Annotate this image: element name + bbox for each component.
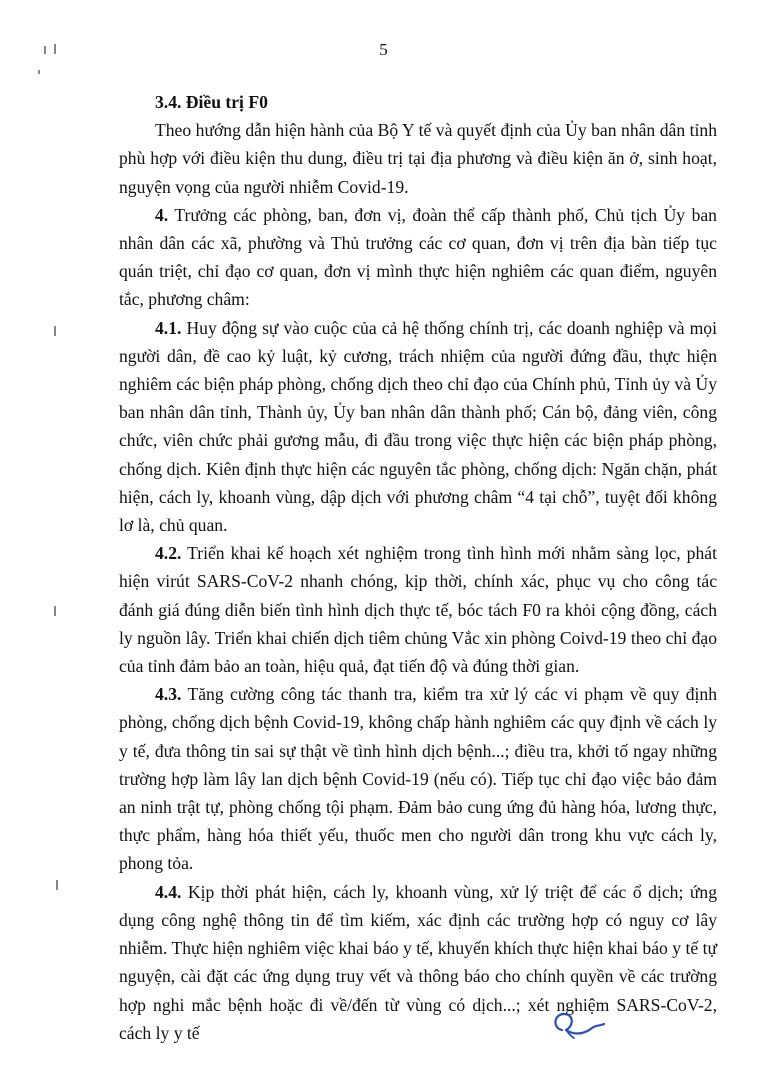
scan-mark — [54, 606, 56, 616]
paragraph-4-1 — [119, 314, 717, 540]
paragraph-text: Kịp thời phát hiện, cách ly, khoanh vùng, xử lý triệt để các ổ dịch; ứng dụng công nghệ thông tin để tìm kiếm, xác định các trường hợp có nguy cơ lây nhiễm. Thực hiện nghiêm việc khai báo y tế, khuyến khích thực hiện khai báo y tế tự nguyện, cài đặt các ứng dụng truy vết và thông báo cho chính quyền về các trường hợp nghi mắc bệnh hoặc đi về/đến từ vùng có dịch...; xét nghiệm SARS-CoV-2, cách ly y tế — [119, 881, 717, 1043]
paragraph-number: 4.4. — [155, 881, 182, 902]
paragraph-4 — [119, 201, 717, 314]
paragraph-text: Triển khai kế hoạch xét nghiệm trong tình hình mới nhằm sàng lọc, phát hiện virút SARS-CoV-2 nhanh chóng, kịp thời, chính xác, phục vụ cho công tác đánh giá đúng diễn biến tình hình dịch thực tế, bóc tách F0 ra khỏi cộng đồng, cách ly nguồn lây. Triển khai chiến dịch tiêm chủng Vắc xin phòng Coivd-19 theo chỉ đạo của tỉnh đảm bảo an toàn, hiệu quả, đạt tiến độ và đúng thời gian. — [119, 543, 717, 677]
paragraph-text: Trưởng các phòng, ban, đơn vị, đoàn thể cấp thành phố, Chủ tịch Ủy ban nhân dân các xã, phường và Thủ trưởng các cơ quan, đơn vị trên địa bàn tiếp tục quán triệt, chỉ đạo cơ quan, đơn vị mình thực hiện nghiêm các quan điểm, nguyên tắc, phương châm: — [119, 204, 717, 310]
scan-mark — [44, 46, 46, 54]
paragraph-text: Huy động sự vào cuộc của cả hệ thống chính trị, các doanh nghiệp và mọi người dân, đề cao kỷ luật, kỷ cương, trách nhiệm của người đứng đầu, thực hiện nghiêm các biện pháp phòng, chống dịch theo chỉ đạo của Chính phủ, Tỉnh ủy và Ủy ban nhân dân tỉnh, Thành ủy, Ủy ban nhân dân thành phố; Cán bộ, đảng viên, công chức, viên chức phải gương mẫu, đi đầu trong việc thực hiện các biện pháp phòng, chống dịch. Kiên định thực hiện các nguyên tắc phòng, chống dịch: Ngăn chặn, phát hiện, cách ly, khoanh vùng, dập dịch với phương châm “4 tại chỗ”, tuyệt đối không lơ là, chủ quan. — [119, 317, 717, 536]
section-heading: 3.4. Điều trị F0 — [155, 92, 268, 112]
scan-mark — [54, 44, 56, 54]
paragraph-4-3 — [119, 680, 717, 877]
paragraph-intro — [119, 116, 717, 201]
paragraph-number: 4.2. — [155, 543, 182, 564]
paragraph-number: 4.3. — [155, 684, 182, 705]
signature-initial — [548, 1006, 608, 1042]
paragraph-number: 4. — [155, 204, 169, 225]
scan-mark — [38, 70, 40, 74]
scan-mark — [54, 326, 56, 336]
document-body — [119, 88, 717, 1047]
paragraph-number: 4.1. — [155, 317, 182, 338]
paragraph-text: Tăng cường công tác thanh tra, kiểm tra xử lý các vi phạm về quy định phòng, chống dịch bệnh Covid-19, không chấp hành nghiêm các quy định về cách ly y tế, đưa thông tin sai sự thật về tình hình dịch bệnh...; điều tra, khởi tố ngay những trường hợp làm lây lan dịch bệnh Covid-19 (nếu có). Tiếp tục chỉ đạo việc bảo đảm an ninh trật tự, phòng chống tội phạm. Đảm bảo cung ứng đủ hàng hóa, lương thực, thực phẩm, hàng hóa thiết yếu, thuốc men cho người dân trong khu vực cách ly, phong tỏa. — [119, 684, 717, 874]
paragraph-4-4 — [119, 878, 717, 1047]
paragraph-text: Theo hướng dẫn hiện hành của Bộ Y tế và quyết định của Ủy ban nhân dân tỉnh phù hợp với điều kiện thu dung, điều trị tại địa phương và điều kiện ăn ở, sinh hoạt, nguyện vọng của người nhiễm Covid-19. — [119, 120, 717, 197]
page-number: 5 — [379, 40, 388, 59]
paragraph-4-2 — [119, 539, 717, 680]
scan-mark — [56, 880, 58, 890]
